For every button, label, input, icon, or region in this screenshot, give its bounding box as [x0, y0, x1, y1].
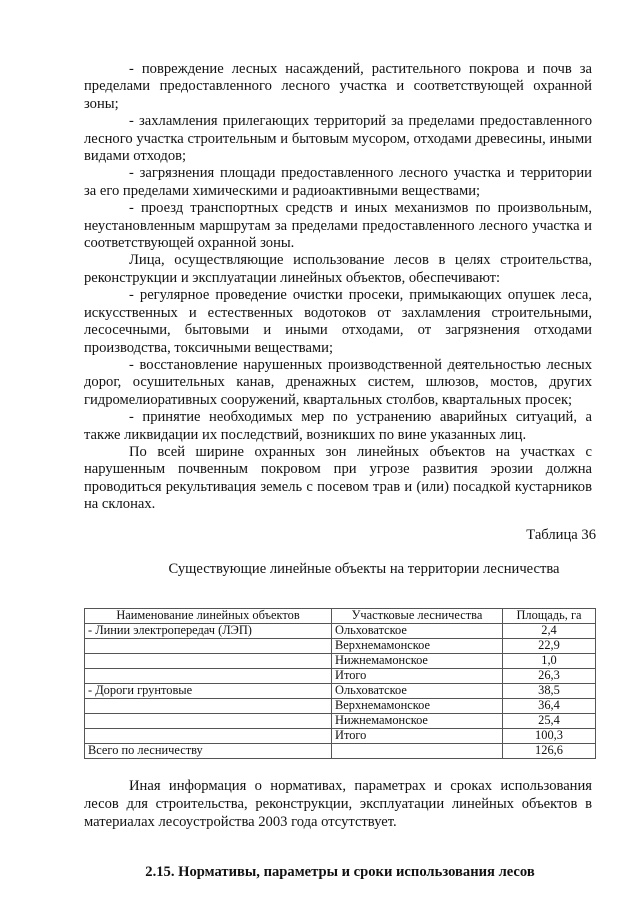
paragraph: - восстановление нарушенных производственной деятельностью лесных дорог, осушительных канав, дренажных систем, шлюзов, мостов, других гидромелиоративных сооружений, квартальных столбов, квартальных просек;	[84, 356, 592, 408]
body-text	[84, 61, 592, 514]
area-cell: 36,4	[503, 698, 596, 713]
table-header-row	[85, 608, 596, 623]
column-header: Наименование линейных объектов	[85, 608, 332, 623]
object-name-cell: - Дороги грунтовые	[85, 683, 332, 698]
table-row	[85, 653, 596, 668]
table-body	[85, 623, 596, 758]
table-row	[85, 728, 596, 743]
paragraph: - регулярное проведение очистки просеки, примыкающих опушек леса, искусственных и естественных водотоков от захламления строительными, лесосечными, бытовыми и иными отходами, от загрязнения отходами производства, токсичными веществами;	[84, 287, 592, 356]
table-row	[85, 638, 596, 653]
object-name-cell: Всего по лесничеству	[85, 743, 332, 758]
district-cell	[332, 743, 503, 758]
district-cell: Ольховатское	[332, 623, 503, 638]
column-header: Площадь, га	[503, 608, 596, 623]
paragraph: - проезд транспортных средств и иных механизмов по произвольным, неустановленным маршрутам за пределами предоставленного лесного участка и соответствующей охранной зоны.	[84, 200, 592, 252]
object-name-cell	[85, 668, 332, 683]
object-name-cell	[85, 728, 332, 743]
object-name-cell	[85, 653, 332, 668]
table-row	[85, 743, 596, 758]
table-row	[85, 623, 596, 638]
paragraph: - принятие необходимых мер по устранению аварийных ситуаций, а также ликвидации их последствий, возникших по вине указанных лиц.	[84, 409, 592, 443]
area-cell: 126,6	[503, 743, 596, 758]
district-cell: Верхнемамонское	[332, 638, 503, 653]
district-cell: Итого	[332, 728, 503, 743]
district-cell: Итого	[332, 668, 503, 683]
district-cell: Ольховатское	[332, 683, 503, 698]
area-cell: 100,3	[503, 728, 596, 743]
table-caption: Существующие линейные объекты на территории лесничества	[168, 560, 560, 577]
table-row	[85, 698, 596, 713]
object-name-cell	[85, 698, 332, 713]
section-heading: 2.15. Нормативы, параметры и сроки использования лесов	[145, 864, 535, 881]
district-cell: Нижнемамонское	[332, 653, 503, 668]
table-number: Таблица 36	[526, 526, 596, 543]
after-text	[84, 777, 592, 832]
area-cell: 25,4	[503, 713, 596, 728]
area-cell: 26,3	[503, 668, 596, 683]
object-name-cell	[85, 638, 332, 653]
object-name-cell: - Линии электропередач (ЛЭП)	[85, 623, 332, 638]
paragraph: По всей ширине охранных зон линейных объектов на участках с нарушенным почвенным покровом при угрозе развития эрозии должна проводиться рекультивация земель с посевом трав и (или) посадкой кустарников на склонах.	[84, 443, 592, 513]
paragraph: Лица, осуществляющие использование лесов в целях строительства, реконструкции и эксплуатации линейных объектов, обеспечивают:	[84, 252, 592, 286]
area-cell: 2,4	[503, 623, 596, 638]
object-name-cell	[85, 713, 332, 728]
paragraph: - загрязнения площади предоставленного лесного участка и территории за его пределами химическими и радиоактивными веществами;	[84, 165, 592, 199]
district-cell: Верхнемамонское	[332, 698, 503, 713]
district-cell: Нижнемамонское	[332, 713, 503, 728]
table-row	[85, 683, 596, 698]
column-header: Участковые лесничества	[332, 608, 503, 623]
linear-objects-table	[84, 608, 596, 759]
table-row	[85, 713, 596, 728]
area-cell: 22,9	[503, 638, 596, 653]
paragraph: - захламления прилегающих территорий за пределами предоставленного лесного участка строительным и бытовым мусором, отходами древесины, иными видами отходов;	[84, 113, 592, 165]
area-cell: 38,5	[503, 683, 596, 698]
area-cell: 1,0	[503, 653, 596, 668]
paragraph: - повреждение лесных насаждений, растительного покрова и почв за пределами предоставленного лесного участка и соответствующей охранной зоны;	[84, 61, 592, 112]
table-row	[85, 668, 596, 683]
paragraph: Иная информация о нормативах, параметрах и сроках использования лесов для строительства, реконструкции, эксплуатации линейных объектов в материалах лесоустройства 2003 года отсутствует.	[84, 777, 592, 830]
